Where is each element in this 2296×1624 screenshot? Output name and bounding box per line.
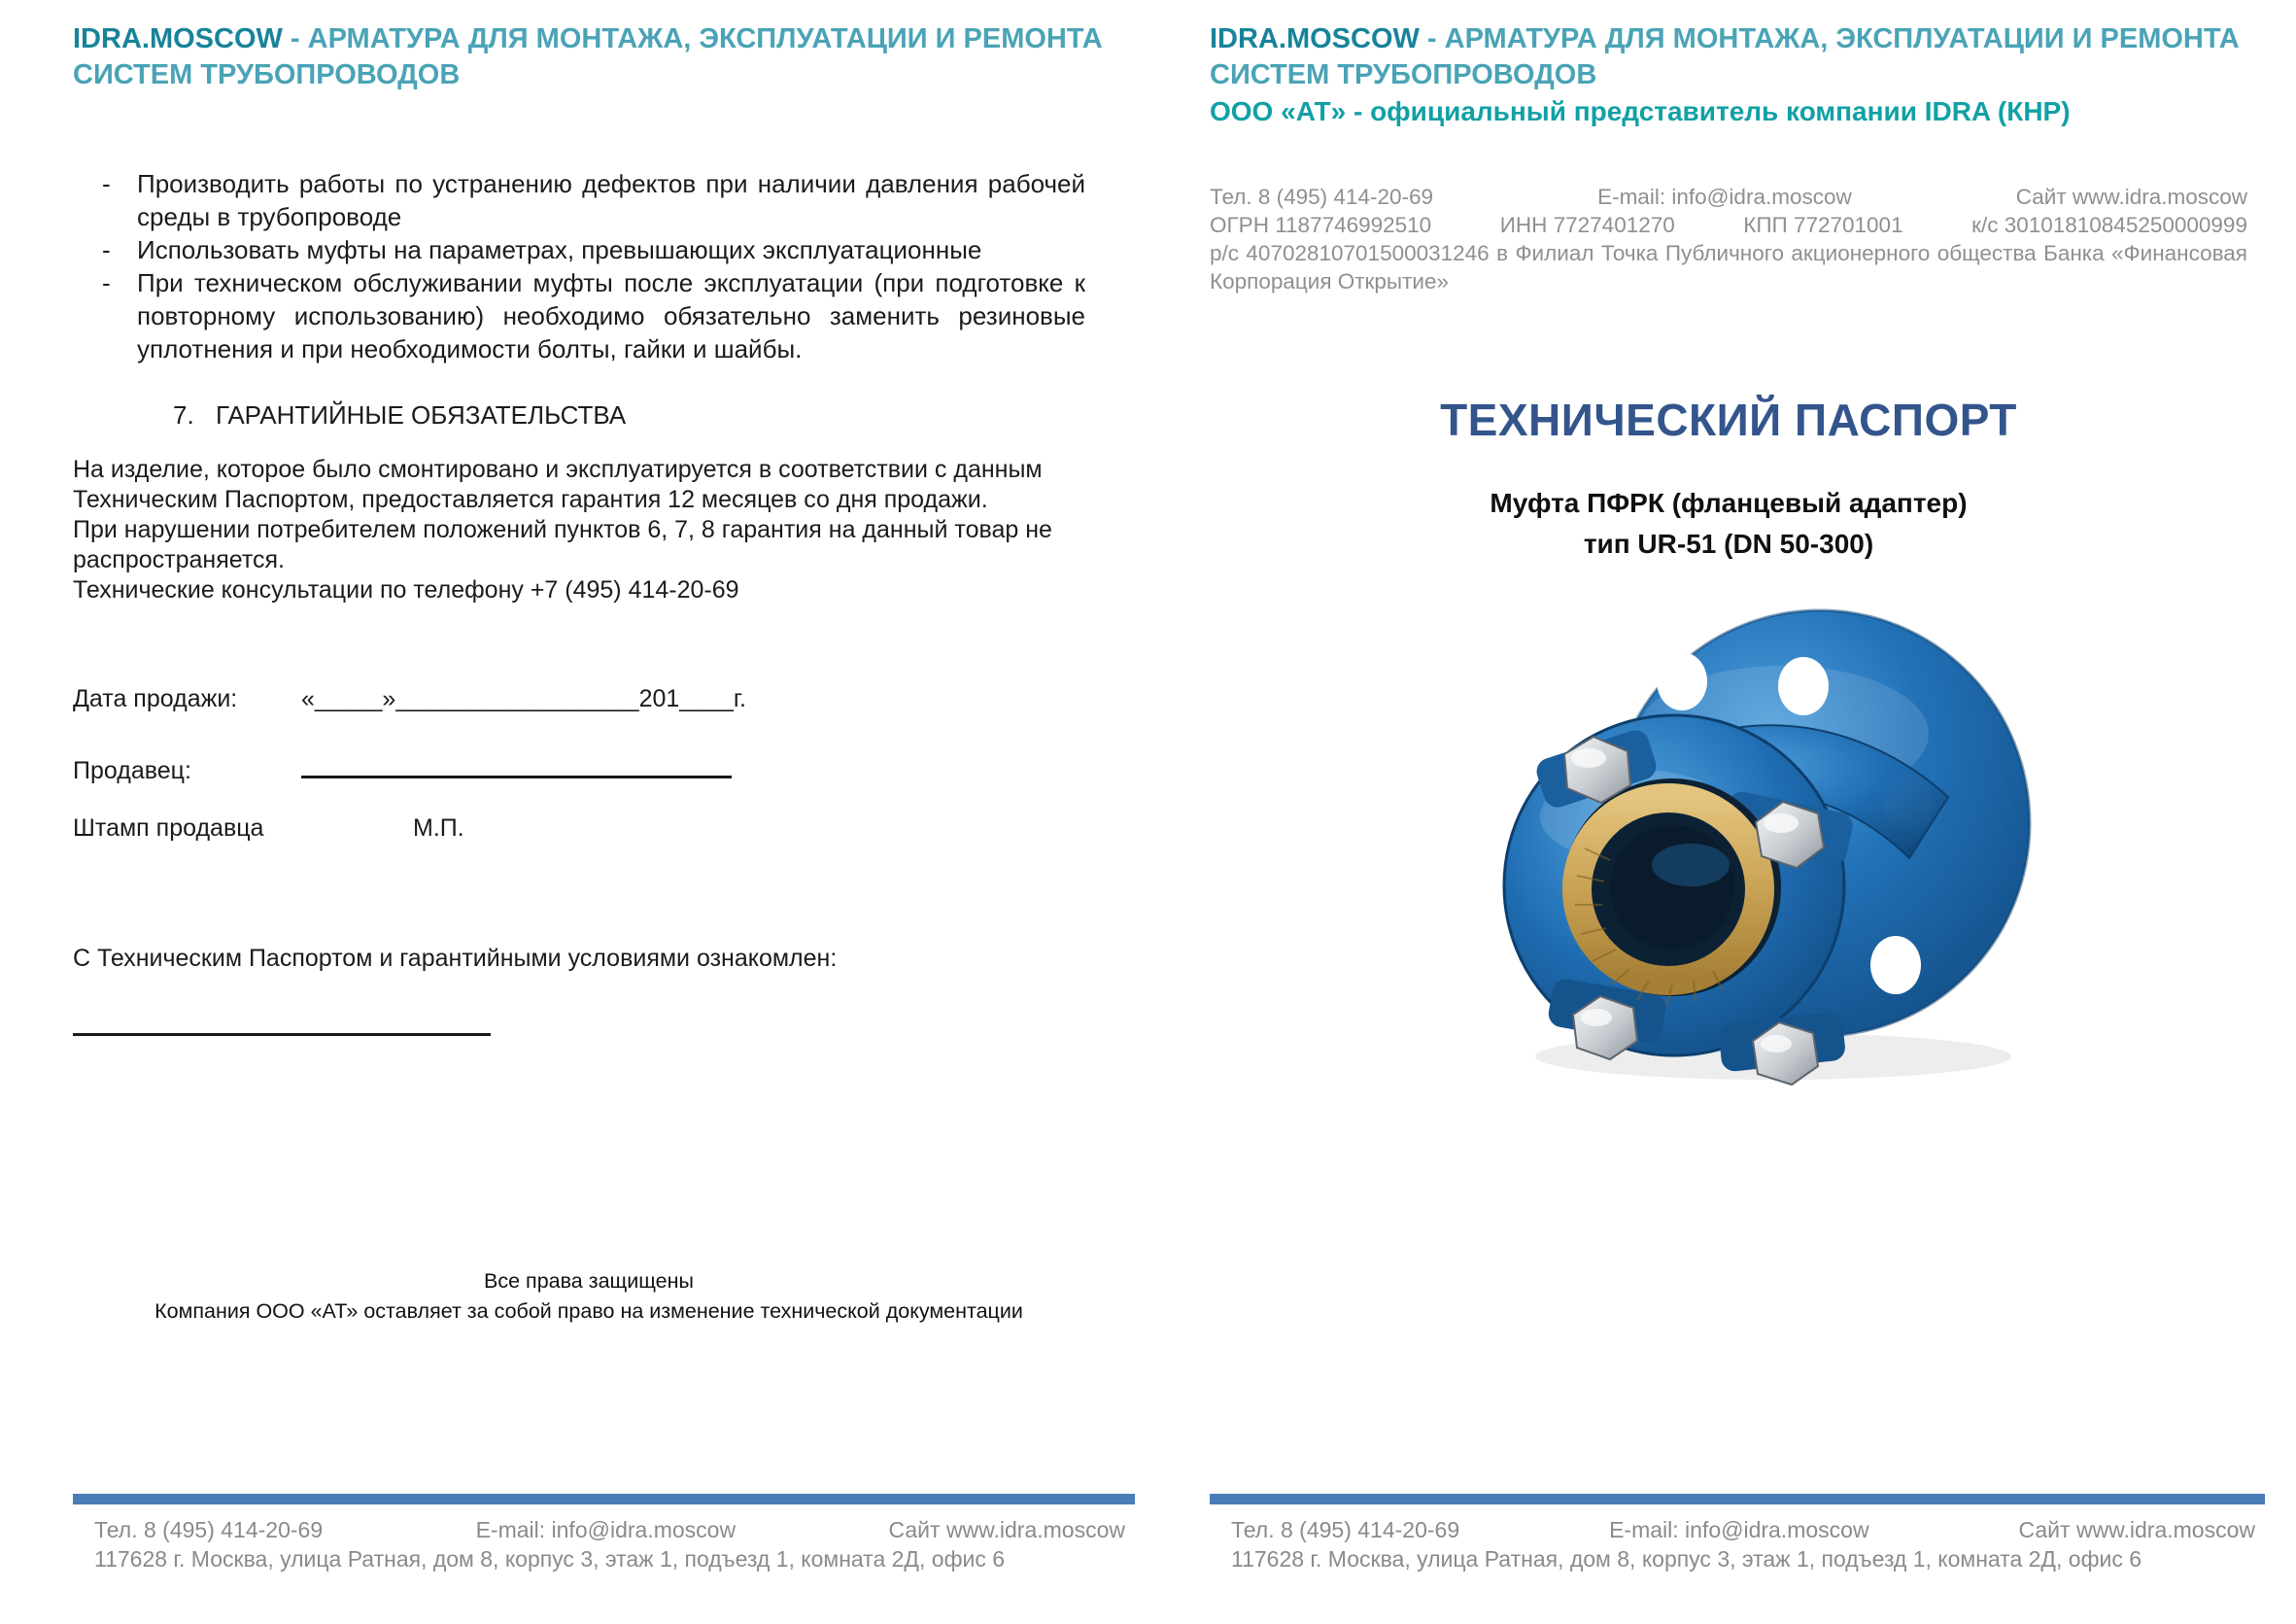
warranty-text-line: Технические консультации по телефону +7 (495) 414-20-69 [73,576,739,604]
left-page-header [73,21,1127,93]
requisites-inn: ИНН 7727401270 [1499,213,1675,237]
stamp-label: Штамп продавца [73,814,264,842]
list-item [102,233,1085,266]
acknowledgement-row [73,945,837,973]
footer-divider-bar [1210,1494,2265,1504]
requisites-bank-account: р/с 40702810701500031246 в Филиал Точка Публичного акционерного общества Банка «Финансовая Корпорация Открытие» [1210,241,2247,294]
sale-date-blank-field: «_____»__________________201____г. [301,685,746,712]
brand-logo-text: IDRA.MOSCOW [73,23,283,54]
rights-line: Компания ООО «АТ» оставляет за собой право на изменение технической документации [154,1299,1023,1323]
seller-row [73,750,732,785]
footer-divider-bar [73,1494,1135,1504]
bullet-dash-marker: - [102,235,111,264]
flange-adapter-photo [1491,598,2045,1093]
sale-date-row [73,685,746,713]
product-type-line: тип UR-51 (DN 50-300) [1583,529,1874,559]
footer-address: 117628 г. Москва, улица Ратная, дом 8, корпус 3, этаж 1, подъезд 1, комната 2Д, офис 6 [1231,1546,2142,1572]
footer-contacts [1210,1504,2265,1543]
footer-phone: Тел. 8 (495) 414-20-69 [94,1517,324,1542]
product-name-line: Муфта ПФРК (фланцевый адаптер) [1490,488,1968,518]
footer-address: 117628 г. Москва, улица Ратная, дом 8, корпус 3, этаж 1, подъезд 1, комната 2Д, офис 6 [94,1546,1006,1572]
warranty-section-heading [173,400,626,431]
warranty-paragraph [73,455,1091,605]
footer-phone: Тел. 8 (495) 414-20-69 [1231,1517,1460,1542]
flange-adapter-illustration [1491,598,2045,1088]
warranty-text-line: При нарушении потребителем положений пунктов 6, 7, 8 гарантия на данный товар не распространяется. [73,516,1052,573]
requisites-site: Сайт www.idra.moscow [2015,185,2247,209]
footer-contacts [73,1504,1135,1543]
company-requisites [1210,183,2247,295]
section-number: 7. [173,400,194,430]
footer-site: Сайт www.idra.moscow [2018,1517,2255,1542]
bullet-dash-marker: - [102,268,111,297]
footer-email: E-mail: info@idra.moscow [1609,1517,1869,1542]
bullet-dash-marker: - [102,169,111,198]
requisites-ks: к/с 30101810845250000999 [1971,213,2247,237]
bullet-text: Использовать муфты на параметрах, превышающих эксплуатационные [137,235,982,264]
rights-line: Все права защищены [484,1269,694,1293]
sale-date-label: Дата продажи: [73,685,238,712]
bullet-text: Производить работы по устранению дефектов при наличии давления рабочей среды в трубопроводе [137,169,1085,231]
right-page-footer [1210,1494,2265,1572]
footer-site: Сайт www.idra.moscow [888,1517,1125,1542]
requisites-kpp: КПП 772701001 [1743,213,1903,237]
signature-blank-line [73,1006,491,1036]
requisites-phone: Тел. 8 (495) 414-20-69 [1210,185,1433,209]
brand-tagline: - АРМАТУРА ДЛЯ МОНТАЖА, ЭКСПЛУАТАЦИИ И РЕМОНТА СИСТЕМ ТРУБОПРОВОДОВ [1210,23,2240,90]
list-item [102,266,1085,365]
stamp-mp-mark: М.П. [413,814,464,842]
document-title: ТЕХНИЧЕСКИЙ ПАСПОРТ [1440,395,2017,445]
precautions-bullet-list [102,167,1085,365]
requisites-ogrn: ОГРН 1187746992510 [1210,213,1432,237]
requisites-email: E-mail: info@idra.moscow [1597,185,1852,209]
footer-email: E-mail: info@idra.moscow [475,1517,737,1542]
product-designation [1210,483,2247,565]
warranty-text-line: На изделие, которое было смонтировано и эксплуатируется в соответствии с данным Техническим Паспортом, предоставляется гарантия 12 месяцев со дня продажи. [73,456,1043,513]
seller-blank-field [301,750,732,778]
acknowledgement-text: С Техническим Паспортом и гарантийными условиями ознакомлен: [73,945,838,972]
official-representative-line: ООО «АТ» - официальный представитель компании IDRA (КНР) [1210,96,2071,126]
seller-label: Продавец: [73,757,191,784]
brand-tagline: - АРМАТУРА ДЛЯ МОНТАЖА, ЭКСПЛУАТАЦИИ И РЕМОНТА СИСТЕМ ТРУБОПРОВОДОВ [73,23,1103,90]
requisites-contacts-row [1210,183,2247,211]
rights-notice [73,1266,1105,1327]
list-item [102,167,1085,233]
bullet-text: При техническом обслуживании муфты после эксплуатации (при подготовке к повторному использованию) необходимо обязательно заменить резиновые уплотнения и при необходимости болты, гайки и шайбы. [137,268,1085,363]
left-page-footer [73,1494,1135,1572]
section-title: ГАРАНТИЙНЫЕ ОБЯЗАТЕЛЬСТВА [216,400,627,430]
brand-logo-text: IDRA.MOSCOW [1210,23,1420,54]
requisites-registration-row [1210,211,2247,239]
right-page-header [1210,21,2264,130]
stamp-row [73,814,464,843]
